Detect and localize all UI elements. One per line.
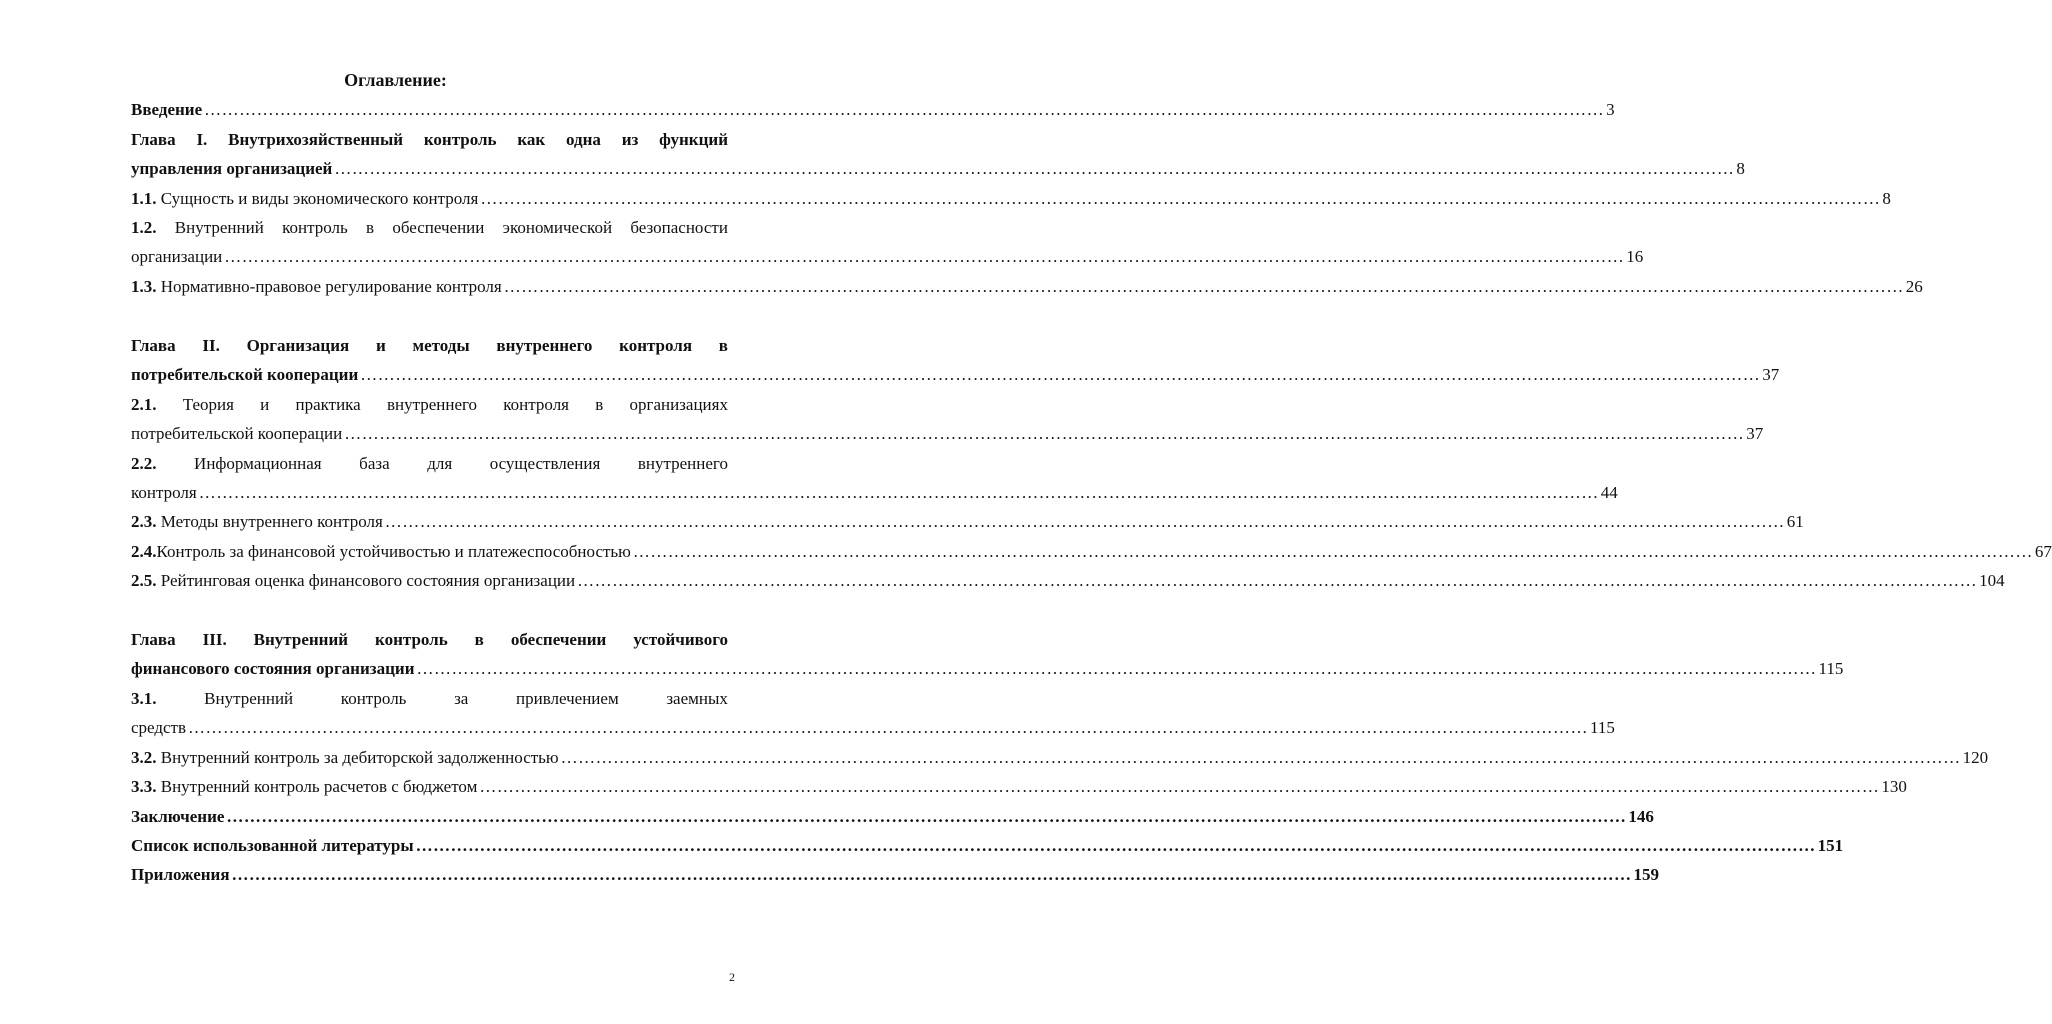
- word: Глава: [131, 630, 176, 649]
- toc-page-number: 67: [2034, 542, 2052, 561]
- section-number: 2.1.: [131, 395, 157, 414]
- section-title: Методы внутреннего контроля: [156, 512, 383, 531]
- word: I.: [196, 130, 208, 149]
- toc-section-3-1[interactable]: [131, 687, 728, 711]
- word: обеспечении: [510, 630, 607, 649]
- toc-section-1-2-cont[interactable]: [131, 245, 1644, 269]
- section-number: 3.2.: [131, 748, 157, 767]
- section-number: 1.1.: [131, 189, 157, 208]
- toc-entry-label: [131, 746, 559, 770]
- section-number: 3.3.: [131, 777, 157, 796]
- dot-leader: ……………………………………………………………………………………………………………………………………………………………………………………………………………………: [384, 512, 1785, 531]
- toc-entry-bibliography[interactable]: [131, 834, 1844, 858]
- toc-section-1-2[interactable]: [131, 216, 728, 240]
- toc-page-number: 151: [1817, 836, 1844, 855]
- toc-entry-label: [131, 775, 477, 799]
- toc-page-number: 115: [1818, 659, 1844, 678]
- section-title: Контроль за финансовой устойчивостью и платежеспособностью: [156, 542, 631, 561]
- toc-page-number: 26: [1905, 277, 1923, 296]
- section-number: 2.4.: [131, 542, 157, 561]
- section-title: Сущность и виды экономического контроля: [156, 189, 479, 208]
- dot-leader: ……………………………………………………………………………………………………………………………………………………………………………………………………………………: [231, 865, 1632, 884]
- word: как: [517, 130, 546, 149]
- dot-leader: ……………………………………………………………………………………………………………………………………………………………………………………………………………………: [503, 277, 1904, 296]
- page-number: 2: [729, 970, 735, 984]
- word: контроль: [340, 689, 407, 708]
- word: заемных: [666, 689, 728, 708]
- word: контроль: [375, 630, 448, 649]
- word: из: [621, 130, 639, 149]
- toc-page-number: 159: [1633, 865, 1660, 884]
- toc-entry-label: контроля: [131, 483, 197, 502]
- toc-entry-label: финансового состояния организации: [131, 659, 415, 678]
- dot-leader: ……………………………………………………………………………………………………………………………………………………………………………………………………………………: [360, 365, 1761, 384]
- word: за: [454, 689, 469, 708]
- word: в: [474, 630, 484, 649]
- toc-title: Оглавление:: [344, 70, 447, 90]
- word: база: [359, 454, 390, 473]
- toc-entry-label: [131, 510, 383, 534]
- toc-chapter-2-cont[interactable]: [131, 363, 1780, 387]
- word: Внутренний: [174, 218, 264, 237]
- toc-page-number: 130: [1881, 777, 1907, 796]
- toc-entry-label: организации: [131, 247, 223, 266]
- word: Глава: [131, 336, 176, 355]
- toc-chapter-2-title[interactable]: [131, 334, 728, 358]
- word: и: [375, 336, 386, 355]
- toc-page-number: 44: [1600, 483, 1618, 502]
- toc-page-number: 61: [1786, 512, 1804, 531]
- word: контроль: [423, 130, 497, 149]
- word: Теория: [182, 395, 234, 414]
- word: методы: [412, 336, 470, 355]
- toc-entry-appendices[interactable]: [131, 863, 1660, 887]
- word: контроль: [282, 218, 348, 237]
- toc-entry-label: [131, 187, 478, 211]
- section-number: 2.2.: [131, 454, 157, 473]
- word: обеспечении: [392, 218, 485, 237]
- toc-page-number: 104: [1979, 571, 2005, 590]
- toc-entry-label: средств: [131, 718, 187, 737]
- toc-entry-label: Заключение: [131, 807, 225, 826]
- word: Внутренний: [253, 630, 349, 649]
- toc-section-2-1-cont[interactable]: [131, 422, 1764, 446]
- toc-entry-label: [131, 275, 502, 299]
- dot-leader: ……………………………………………………………………………………………………………………………………………………………………………………………………………………: [204, 100, 1605, 119]
- dot-leader: ……………………………………………………………………………………………………………………………………………………………………………………………………………………: [632, 542, 2033, 561]
- word: экономической: [502, 218, 613, 237]
- dot-leader: ……………………………………………………………………………………………………………………………………………………………………………………………………………………: [480, 189, 1881, 208]
- dot-leader: ……………………………………………………………………………………………………………………………………………………………………………………………………………………: [198, 483, 1599, 502]
- section-title: Внутренний контроль расчетов с бюджетом: [156, 777, 478, 796]
- dot-leader: ……………………………………………………………………………………………………………………………………………………………………………………………………………………: [224, 247, 1625, 266]
- dot-leader: ……………………………………………………………………………………………………………………………………………………………………………………………………………………: [560, 748, 1961, 767]
- word: контроля: [503, 395, 569, 414]
- word: Внутрихозяйственный: [228, 130, 404, 149]
- toc-entry-label: Список использованной литературы: [131, 836, 414, 855]
- word: контроля: [619, 336, 693, 355]
- toc-section-1-3[interactable]: [131, 275, 1923, 299]
- toc-entry-label: управления организацией: [131, 159, 333, 178]
- toc-entry-conclusion[interactable]: [131, 805, 1654, 829]
- word: II.: [202, 336, 220, 355]
- dot-leader: ……………………………………………………………………………………………………………………………………………………………………………………………………………………: [415, 836, 1816, 855]
- word: Информационная: [194, 454, 322, 473]
- word: III.: [202, 630, 227, 649]
- dot-leader: ……………………………………………………………………………………………………………………………………………………………………………………………………………………: [334, 159, 1735, 178]
- toc-page-number: 120: [1962, 748, 1989, 767]
- toc-page-number: 3: [1606, 100, 1615, 119]
- toc-section-2-2-cont[interactable]: [131, 481, 1618, 505]
- section-title: Нормативно-правовое регулирование контроля: [156, 277, 502, 296]
- toc-entry-introduction[interactable]: [131, 98, 1615, 122]
- word: и: [260, 395, 270, 414]
- toc-chapter-1-title[interactable]: [131, 128, 728, 152]
- toc-page-number: 8: [1882, 189, 1891, 208]
- toc-page-number: 16: [1626, 247, 1644, 266]
- toc-section-2-3[interactable]: [131, 510, 1804, 534]
- toc-entry-label: Приложения: [131, 865, 230, 884]
- word: внутреннего: [496, 336, 593, 355]
- dot-leader: ……………………………………………………………………………………………………………………………………………………………………………………………………………………: [416, 659, 1817, 678]
- dot-leader: ……………………………………………………………………………………………………………………………………………………………………………………………………………………: [577, 571, 1978, 590]
- toc-section-3-1-cont[interactable]: [131, 716, 1615, 740]
- toc-page-number: 37: [1746, 424, 1764, 443]
- toc-section-2-4[interactable]: [131, 540, 2052, 564]
- toc-entry-label: [131, 569, 575, 593]
- word: безопасности: [630, 218, 728, 237]
- word: функций: [659, 130, 728, 149]
- section-number: 1.3.: [131, 277, 157, 296]
- dot-leader: ……………………………………………………………………………………………………………………………………………………………………………………………………………………: [344, 424, 1745, 443]
- toc-section-2-1[interactable]: [131, 393, 728, 417]
- word: практика: [295, 395, 361, 414]
- word: в: [595, 395, 604, 414]
- toc-chapter-3-title[interactable]: [131, 628, 728, 652]
- toc-section-3-3[interactable]: [131, 775, 1907, 799]
- toc-section-2-2[interactable]: [131, 452, 728, 476]
- toc-entry-label: [131, 540, 631, 564]
- word: в: [718, 336, 728, 355]
- word: внутреннего: [386, 395, 478, 414]
- section-title: Внутренний контроль за дебиторской задолженностью: [156, 748, 559, 767]
- toc-entry-label: Введение: [131, 100, 203, 119]
- toc-chapter-1-cont[interactable]: [131, 157, 1745, 181]
- toc-section-2-5[interactable]: [131, 569, 2005, 593]
- section-title: Рейтинговая оценка финансового состояния организации: [156, 571, 576, 590]
- word: Внутренний: [204, 689, 294, 708]
- toc-page-number: 8: [1736, 159, 1745, 178]
- word: устойчивого: [633, 630, 728, 649]
- toc-page-number: 146: [1628, 807, 1654, 826]
- word: одна: [566, 130, 601, 149]
- word: в: [366, 218, 375, 237]
- dot-leader: ……………………………………………………………………………………………………………………………………………………………………………………………………………………: [226, 807, 1627, 826]
- section-number: 1.2.: [131, 218, 157, 237]
- word: внутреннего: [637, 454, 728, 473]
- section-number: 2.3.: [131, 512, 157, 531]
- toc-entry-label: потребительской кооперации: [131, 424, 343, 443]
- toc-chapter-3-cont[interactable]: [131, 657, 1844, 681]
- word: организациях: [629, 395, 728, 414]
- section-number: 2.5.: [131, 571, 157, 590]
- dot-leader: ……………………………………………………………………………………………………………………………………………………………………………………………………………………: [188, 718, 1589, 737]
- toc-page-number: 115: [1590, 718, 1615, 737]
- toc-section-1-1[interactable]: [131, 187, 1891, 211]
- section-number: 3.1.: [131, 689, 157, 708]
- toc-entry-label: потребительской кооперации: [131, 365, 359, 384]
- word: Организация: [246, 336, 350, 355]
- word: для: [427, 454, 453, 473]
- toc-section-3-2[interactable]: [131, 746, 1989, 770]
- word: осуществления: [489, 454, 601, 473]
- dot-leader: ……………………………………………………………………………………………………………………………………………………………………………………………………………………: [479, 777, 1880, 796]
- word: Глава: [131, 130, 176, 149]
- word: привлечением: [516, 689, 619, 708]
- toc-page-number: 37: [1762, 365, 1780, 384]
